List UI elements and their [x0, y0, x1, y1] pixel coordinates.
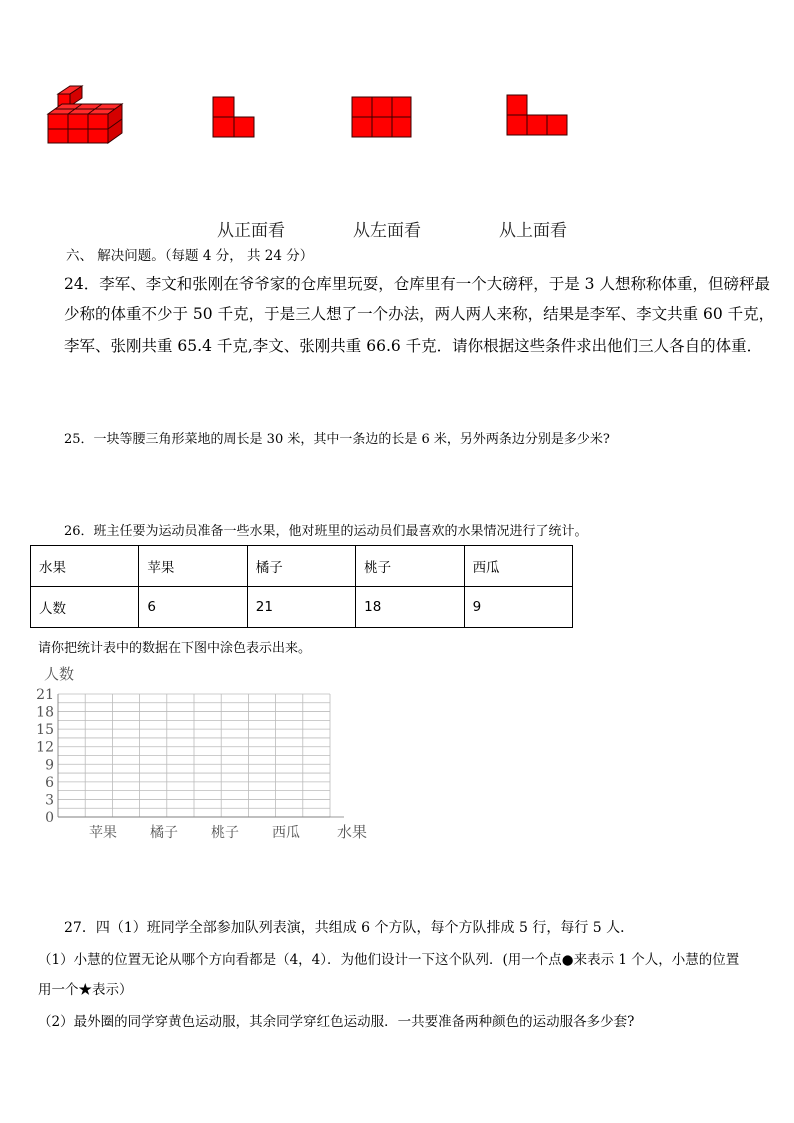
y-tick-label: 6 [45, 774, 54, 791]
x-category-label: 桃子 [211, 825, 239, 841]
q27-line-3: 用一个★表示） [38, 982, 133, 998]
table-cell: 6 [139, 587, 247, 628]
table-cell: 水果 [31, 546, 139, 587]
table-cell: 西瓜 [464, 546, 572, 587]
x-category-label: 西瓜 [272, 825, 300, 841]
y-tick-label: 15 [36, 722, 54, 739]
q24-line-3: 李军、张刚共重 65.4 千克,李文、张刚共重 66.6 千克．请你根据这些条件求出他们三人各自的体重． [64, 337, 763, 355]
table-cell: 桃子 [356, 546, 464, 587]
q24-line-1: 24．李军、李文和张刚在爷爷家的仓库里玩耍，仓库里有一个大磅秤，于是 3 人想称称体重，但磅秤最 [64, 275, 770, 293]
table-cell: 21 [247, 587, 355, 628]
q26-text: 26．班主任要为运动员准备一些水果，他对班里的运动员们最喜欢的水果情况进行了统计。 [64, 524, 588, 539]
chart-x-categories [89, 824, 300, 841]
top-view-figure [506, 94, 570, 138]
y-tick-label: 18 [36, 704, 54, 721]
table-cell: 橘子 [247, 546, 355, 587]
y-tick-label: 0 [45, 810, 54, 826]
table-row [31, 587, 573, 628]
table-cell: 苹果 [139, 546, 247, 587]
y-tick-label: 12 [36, 739, 54, 756]
y-tick-label: 21 [36, 687, 54, 703]
q27-line-1: 27．四（1）班同学全部参加队列表演，共组成 6 个方队，每个方队排成 5 行，每行 5 人． [64, 920, 635, 936]
y-tick-label: 9 [45, 757, 54, 774]
chart-gridlines [58, 694, 344, 817]
top-view-label: 从上面看 [499, 221, 567, 241]
q26-instruction: 请你把统计表中的数据在下图中涂色表示出来。 [38, 641, 312, 656]
q27-line-2: （1）小慧的位置无论从哪个方向看都是（4，4）．为他们设计一下这个队列．(用一个点●来表示 1 个人，小慧的位置 [38, 952, 740, 968]
fruit-bar-chart-grid [30, 660, 390, 850]
table-cell: 18 [356, 587, 464, 628]
section-6-heading: 六、 解决问题。（每题 4 分， 共 24 分） [66, 248, 314, 264]
front-view-label: 从正面看 [217, 221, 285, 241]
q25-text: 25．一块等腰三角形菜地的周长是 30 米，其中一条边的长是 6 米，另外两条边分别是多少米? [64, 432, 610, 447]
fruit-stats-table [30, 545, 573, 628]
left-view-label: 从左面看 [353, 221, 421, 241]
y-tick-label: 3 [45, 792, 54, 809]
table-cell: 人数 [31, 587, 139, 628]
chart-y-axis-label: 人数 [44, 665, 75, 683]
table-row [31, 546, 573, 587]
left-view-figure [351, 96, 413, 140]
q24-line-2: 少称的体重不少于 50 千克，于是三人想了一个办法，两人两人来称，结果是李军、李文共重 60 千克， [64, 305, 775, 323]
table-cell: 9 [464, 587, 572, 628]
chart-y-ticks [36, 687, 54, 826]
front-view-figure [212, 96, 256, 140]
chart-x-axis-label: 水果 [337, 823, 368, 841]
x-category-label: 苹果 [89, 825, 117, 841]
x-category-label: 橘子 [150, 825, 178, 841]
cube-stack-3d-figure [44, 84, 128, 146]
q27-line-4: （2）最外圈的同学穿黄色运动服，其余同学穿红色运动服．一共要准备两种颜色的运动服各多少套? [38, 1014, 635, 1030]
